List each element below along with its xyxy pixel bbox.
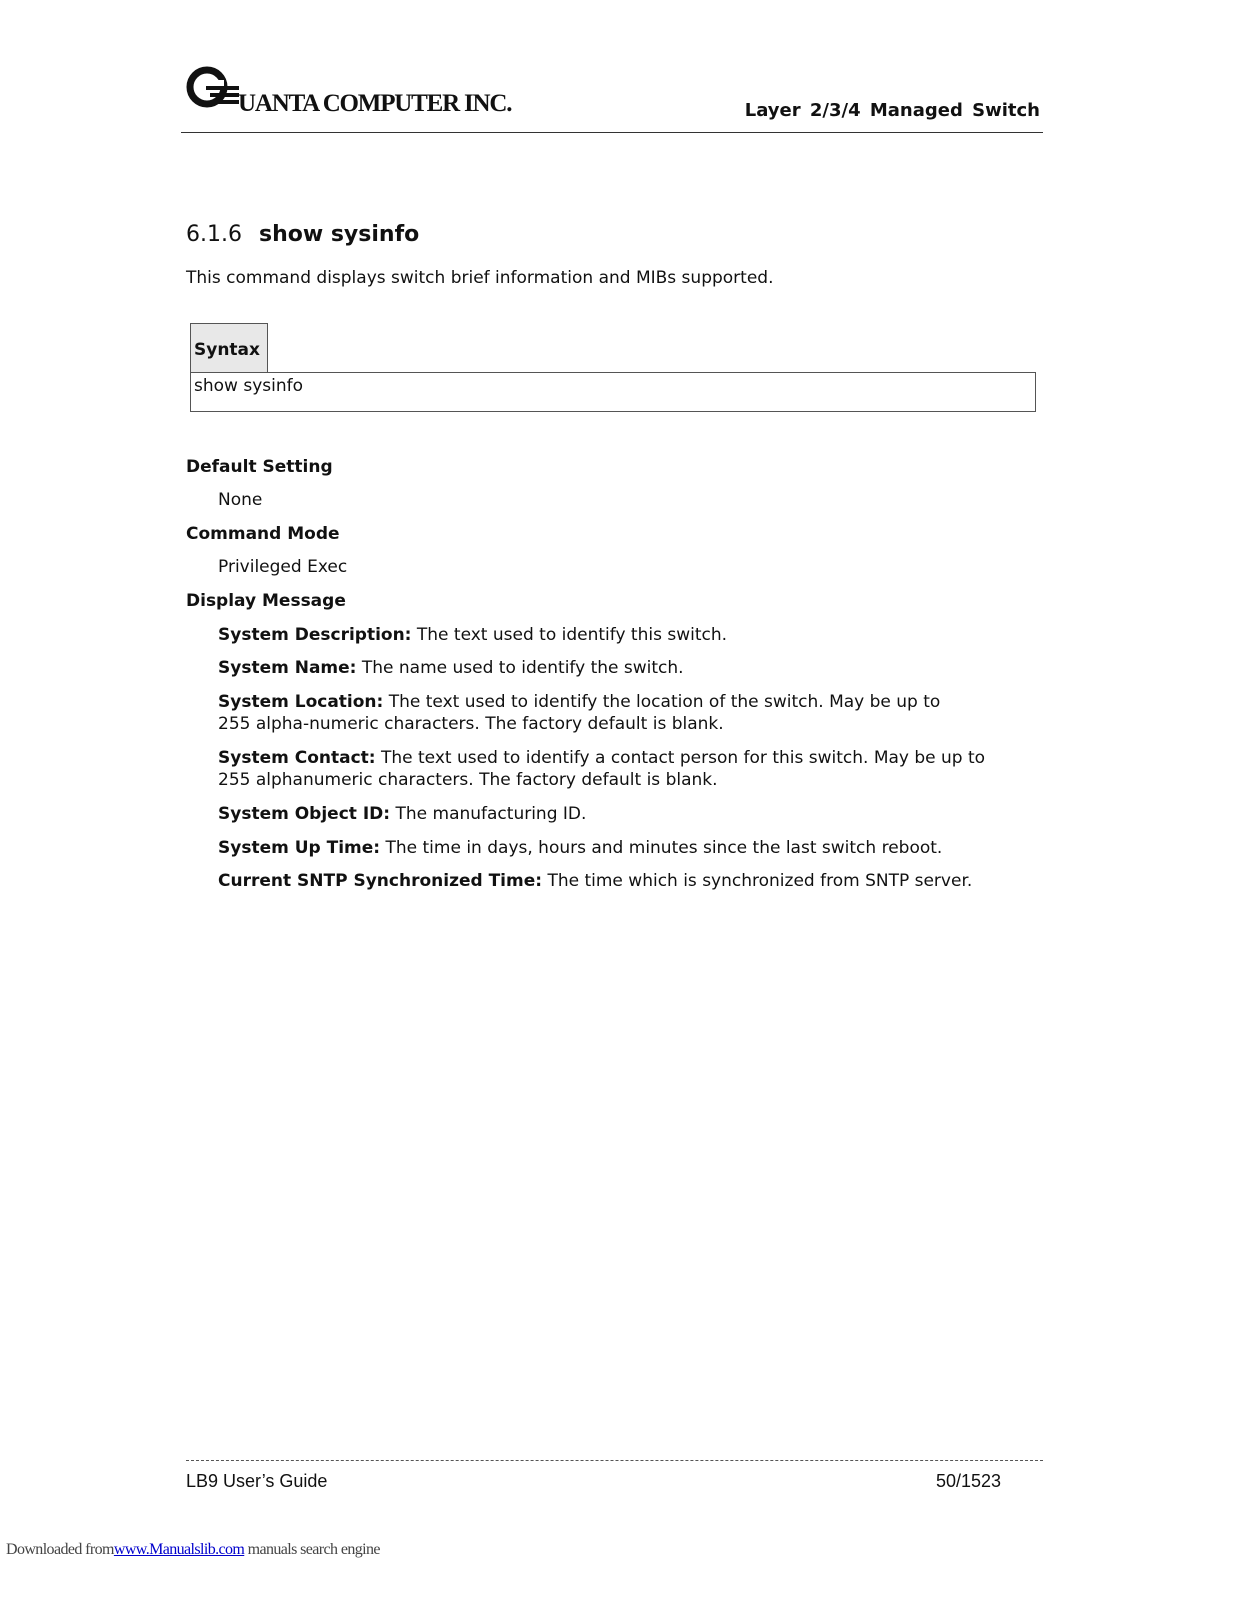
display-message-item [218, 837, 1018, 859]
syntax-command: show sysinfo [194, 376, 303, 396]
item-term: System Name: [218, 658, 357, 678]
display-message-item [218, 657, 1018, 679]
display-message-label: Display Message [186, 591, 346, 611]
download-suffix: manuals search engine [244, 1541, 380, 1558]
download-prefix: Downloaded from [6, 1541, 114, 1558]
item-text: The text used to identify a contact person for this switch. May be up to 255 alphanumeric characters. The factory default is blank. [218, 748, 986, 790]
syntax-body-cell [190, 372, 1036, 412]
header-divider [181, 132, 1043, 133]
download-notice [6, 1541, 380, 1559]
display-message-item [218, 803, 1018, 825]
item-text: The time which is synchronized from SNTP server. [547, 871, 973, 891]
command-mode-label: Command Mode [186, 524, 340, 544]
page-number: 50/1523 [936, 1471, 1002, 1491]
manualslib-link[interactable]: www.Manualslib.com [113, 1541, 245, 1558]
section-number: 6.1.6 [186, 222, 242, 247]
display-message-item [218, 747, 998, 791]
quanta-q-logo-icon [186, 64, 240, 114]
section-intro: This command displays switch brief information and MIBs supported. [186, 268, 774, 288]
footer-divider [186, 1460, 1043, 1461]
item-term: System Description: [218, 625, 412, 645]
item-text: The text used to identify this switch. [416, 625, 728, 645]
item-term: System Up Time: [218, 838, 381, 858]
section-title: show sysinfo [258, 222, 420, 247]
product-title: Layer 2/3/4 Managed Switch [744, 100, 1040, 121]
item-text: The name used to identify the switch. [361, 658, 684, 678]
item-term: Current SNTP Synchronized Time: [218, 871, 543, 891]
footer-guide-title: LB9 User’s Guide [186, 1471, 328, 1491]
command-mode-value: Privileged Exec [218, 557, 348, 577]
item-term: System Object ID: [218, 804, 391, 824]
item-text: The text used to identify the location of the switch. May be up to 255 alpha-numeric characters. The factory default is blank. [218, 692, 941, 734]
default-setting-label: Default Setting [186, 457, 333, 477]
syntax-header-cell [190, 323, 268, 372]
syntax-label: Syntax [194, 340, 260, 360]
item-text: The manufacturing ID. [395, 804, 587, 824]
item-text: The time in days, hours and minutes since the last switch reboot. [385, 838, 943, 858]
company-logo [186, 64, 566, 124]
display-message-item [218, 624, 1018, 646]
display-message-item [218, 691, 958, 735]
item-term: System Location: [218, 692, 384, 712]
section-heading [186, 222, 419, 247]
default-setting-value: None [218, 490, 263, 510]
display-message-item [218, 870, 1018, 892]
item-term: System Contact: [218, 748, 376, 768]
logo-text: UANTA COMPUTER INC. [238, 90, 512, 117]
